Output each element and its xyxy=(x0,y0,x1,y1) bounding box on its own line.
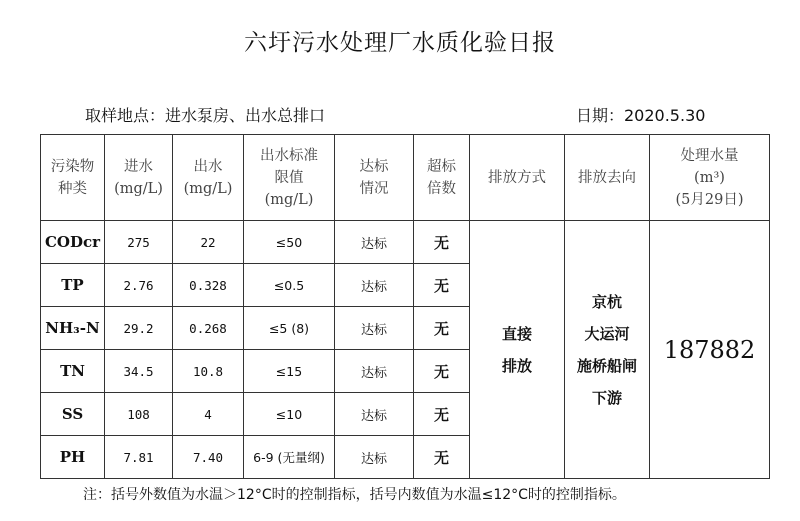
inflow-value: 7.81 xyxy=(105,436,173,479)
discharge-destination-cell: 京杭 大运河 施桥船闸 下游 xyxy=(565,221,650,479)
outflow-value: 0.268 xyxy=(173,307,244,350)
header-inflow: 进水 (mg/L) xyxy=(105,135,173,221)
compliance-status: 达标 xyxy=(335,221,414,264)
standard-limit: 6-9 (无量纲) xyxy=(244,436,335,479)
report-date: 日期：2020.5.30 xyxy=(576,106,706,125)
pollutant-name: NH₃-N xyxy=(41,307,105,350)
header-row xyxy=(41,135,770,221)
header-discharge-method: 排放方式 xyxy=(470,135,565,221)
standard-limit: ≤0.5 xyxy=(244,264,335,307)
outflow-value: 7.40 xyxy=(173,436,244,479)
header-standard: 出水标准 限值 (mg/L) xyxy=(244,135,335,221)
header-exceed: 超标 倍数 xyxy=(414,135,470,221)
exceed-multiple: 无 xyxy=(414,264,470,307)
standard-limit: ≤5 (8) xyxy=(244,307,335,350)
compliance-status: 达标 xyxy=(335,436,414,479)
inflow-value: 108 xyxy=(105,393,173,436)
exceed-multiple: 无 xyxy=(414,307,470,350)
pollutant-name: SS xyxy=(41,393,105,436)
header-compliance: 达标 情况 xyxy=(335,135,414,221)
pollutant-name: TP xyxy=(41,264,105,307)
compliance-status: 达标 xyxy=(335,264,414,307)
outflow-value: 0.328 xyxy=(173,264,244,307)
standard-limit: ≤50 xyxy=(244,221,335,264)
exceed-multiple: 无 xyxy=(414,221,470,264)
pollutant-name: CODcr xyxy=(41,221,105,264)
standard-limit: ≤10 xyxy=(244,393,335,436)
inflow-value: 29.2 xyxy=(105,307,173,350)
header-pollutant: 污染物 种类 xyxy=(41,135,105,221)
sampling-location: 取样地点：进水泵房、出水总排口 xyxy=(85,106,326,125)
compliance-status: 达标 xyxy=(335,393,414,436)
pollutant-name: TN xyxy=(41,350,105,393)
header-outflow: 出水 (mg/L) xyxy=(173,135,244,221)
inflow-value: 34.5 xyxy=(105,350,173,393)
inflow-value: 275 xyxy=(105,221,173,264)
footnote: 注：括号外数值为水温＞12°C时的控制指标，括号内数值为水温≤12°C时的控制指标。 xyxy=(83,487,626,503)
standard-limit: ≤15 xyxy=(244,350,335,393)
discharge-method-cell: 直接 排放 xyxy=(470,221,565,479)
table-row xyxy=(41,221,770,264)
compliance-status: 达标 xyxy=(335,307,414,350)
water-quality-table xyxy=(40,134,770,479)
exceed-multiple: 无 xyxy=(414,393,470,436)
exceed-multiple: 无 xyxy=(414,436,470,479)
report-title: 六圩污水处理厂水质化验日报 xyxy=(244,30,556,56)
header-discharge-destination: 排放去向 xyxy=(565,135,650,221)
outflow-value: 10.8 xyxy=(173,350,244,393)
compliance-status: 达标 xyxy=(335,350,414,393)
treated-volume-value: 187882 xyxy=(650,221,770,479)
pollutant-name: PH xyxy=(41,436,105,479)
exceed-multiple: 无 xyxy=(414,350,470,393)
inflow-value: 2.76 xyxy=(105,264,173,307)
header-volume: 处理水量 (m³) (5月29日) xyxy=(650,135,770,221)
outflow-value: 4 xyxy=(173,393,244,436)
outflow-value: 22 xyxy=(173,221,244,264)
